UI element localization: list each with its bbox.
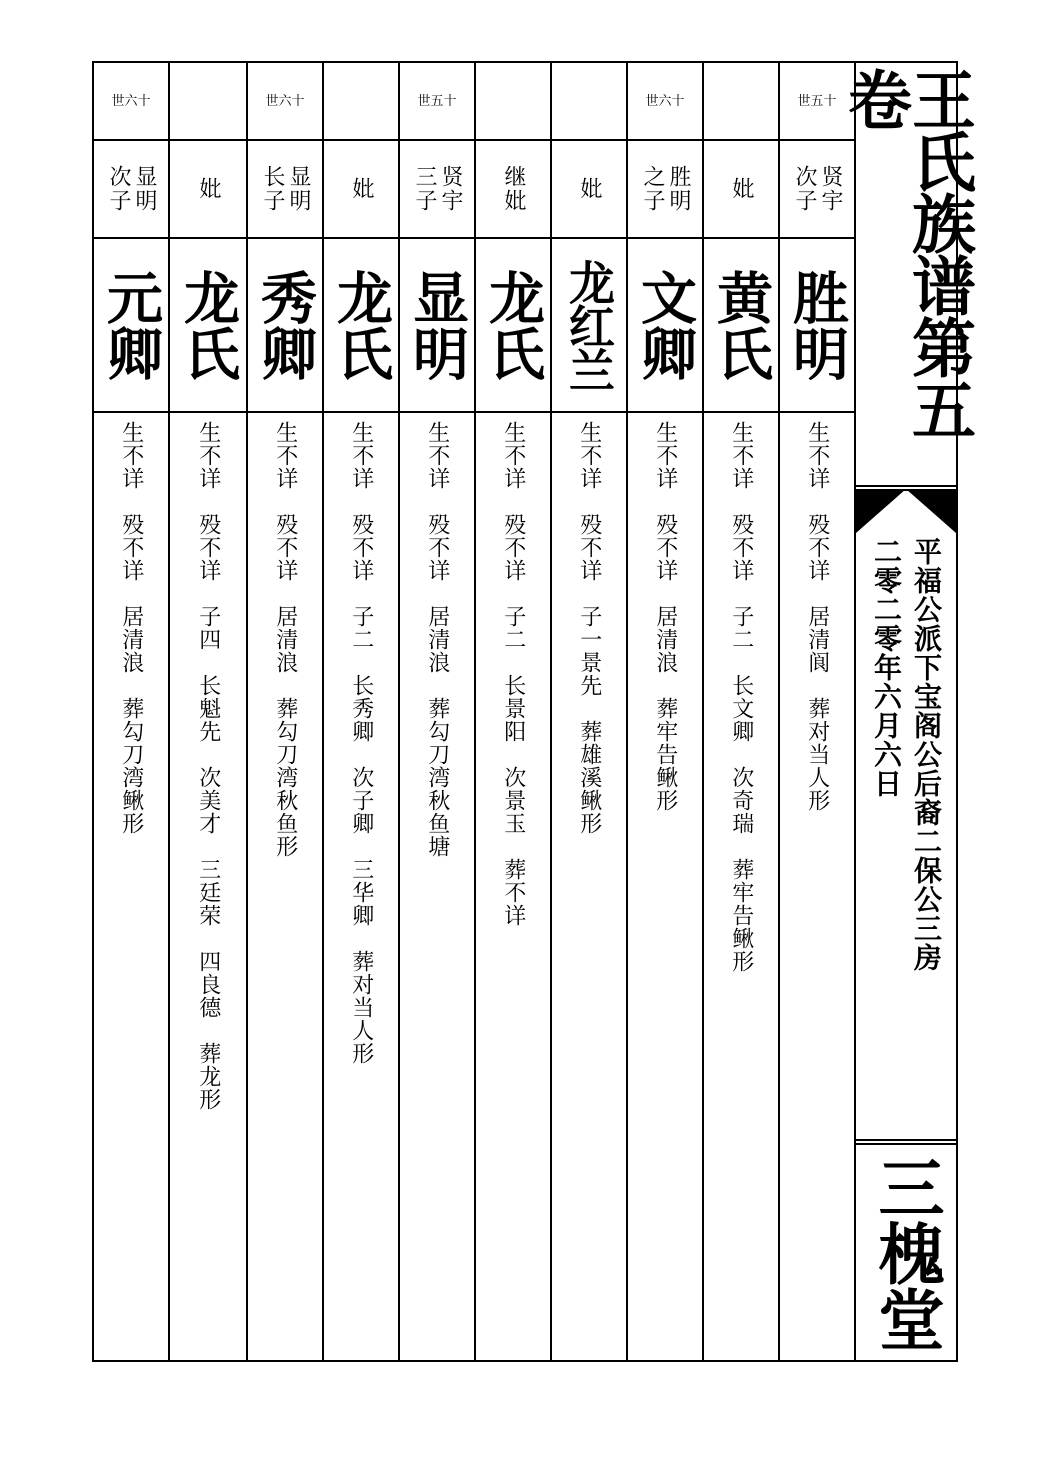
entry-column [324,63,400,1360]
entry-column [248,63,324,1360]
entry-column [94,63,170,1360]
relation-label: 妣 [170,141,246,239]
branch-text: 平福公派下宝阁公后裔二保公三房 [910,537,943,972]
hall-name: 三槐堂 [867,1153,945,1352]
relation-label: 妣 [704,141,778,239]
generation-label: 世五十 [780,63,854,141]
person-name: 元卿 [98,269,164,381]
person-detail: 生不详 殁不详 子二 长秀卿 次子卿 三华卿 葬对当人形 [348,421,374,1065]
person-name: 文卿 [632,269,698,381]
relation-label: 胜明 之子 [628,141,702,239]
generation-label [476,63,550,141]
entry-column [628,63,704,1360]
person-detail: 生不详 殁不详 居清浪 葬勾刀湾鳅形 [118,421,144,835]
person-detail: 生不详 殁不详 子四 长魁先 次美才 三廷荣 四良德 葬龙形 [195,421,221,1111]
entry-column [400,63,476,1360]
person-detail: 生不详 殁不详 居清阆 葬对当人形 [804,421,830,812]
person-detail: 生不详 殁不详 居清浪 葬勾刀湾秋鱼形 [272,421,298,858]
person-name: 龙氏 [175,269,241,381]
entry-column [704,63,780,1360]
divider [856,1139,956,1141]
person-detail: 生不详 殁不详 子一景先 葬雄溪鳅形 [576,421,602,835]
relation-label: 贤宇 三子 [400,141,474,239]
person-name: 龙红兰 [562,259,616,391]
person-name: 龙氏 [480,269,546,381]
relation-label: 继妣 [476,141,550,239]
generation-label [552,63,626,141]
genealogy-page [92,61,976,1362]
person-detail: 生不详 殁不详 子二 长文卿 次奇瑞 葬牢告鳅形 [728,421,754,973]
book-title: 王氏族谱第五卷 [837,67,976,439]
divider [856,485,956,487]
entry-column [170,63,248,1360]
person-name: 黄氏 [708,269,774,381]
relation-label: 显明 长子 [248,141,322,239]
generation-label: 世六十 [628,63,702,141]
relation-label: 贤宇 次子 [780,141,854,239]
person-name: 秀卿 [252,269,318,381]
person-name: 龙氏 [328,269,394,381]
generation-label [324,63,398,141]
generation-label [704,63,778,141]
title-panel [837,63,976,1360]
person-detail: 生不详 殁不详 子二 长景阳 次景玉 葬不详 [500,421,526,927]
generation-label: 世六十 [94,63,168,141]
entry-column [552,63,628,1360]
person-detail: 生不详 殁不详 居清浪 葬牢告鳅形 [652,421,678,812]
person-name: 显明 [404,269,470,381]
relation-label: 妣 [552,141,626,239]
triangle-ornament-icon [856,489,956,533]
person-name: 胜明 [784,269,850,381]
generation-label [170,63,246,141]
lineage-subtitle [856,537,956,1137]
relation-label: 显明 次子 [94,141,168,239]
generation-label: 世六十 [248,63,322,141]
person-detail: 生不详 殁不详 居清浪 葬勾刀湾秋鱼塘 [424,421,450,858]
generation-label: 世五十 [400,63,474,141]
relation-label: 妣 [324,141,398,239]
entry-column [476,63,552,1360]
date-text: 二零二零年六月六日 [870,537,903,798]
